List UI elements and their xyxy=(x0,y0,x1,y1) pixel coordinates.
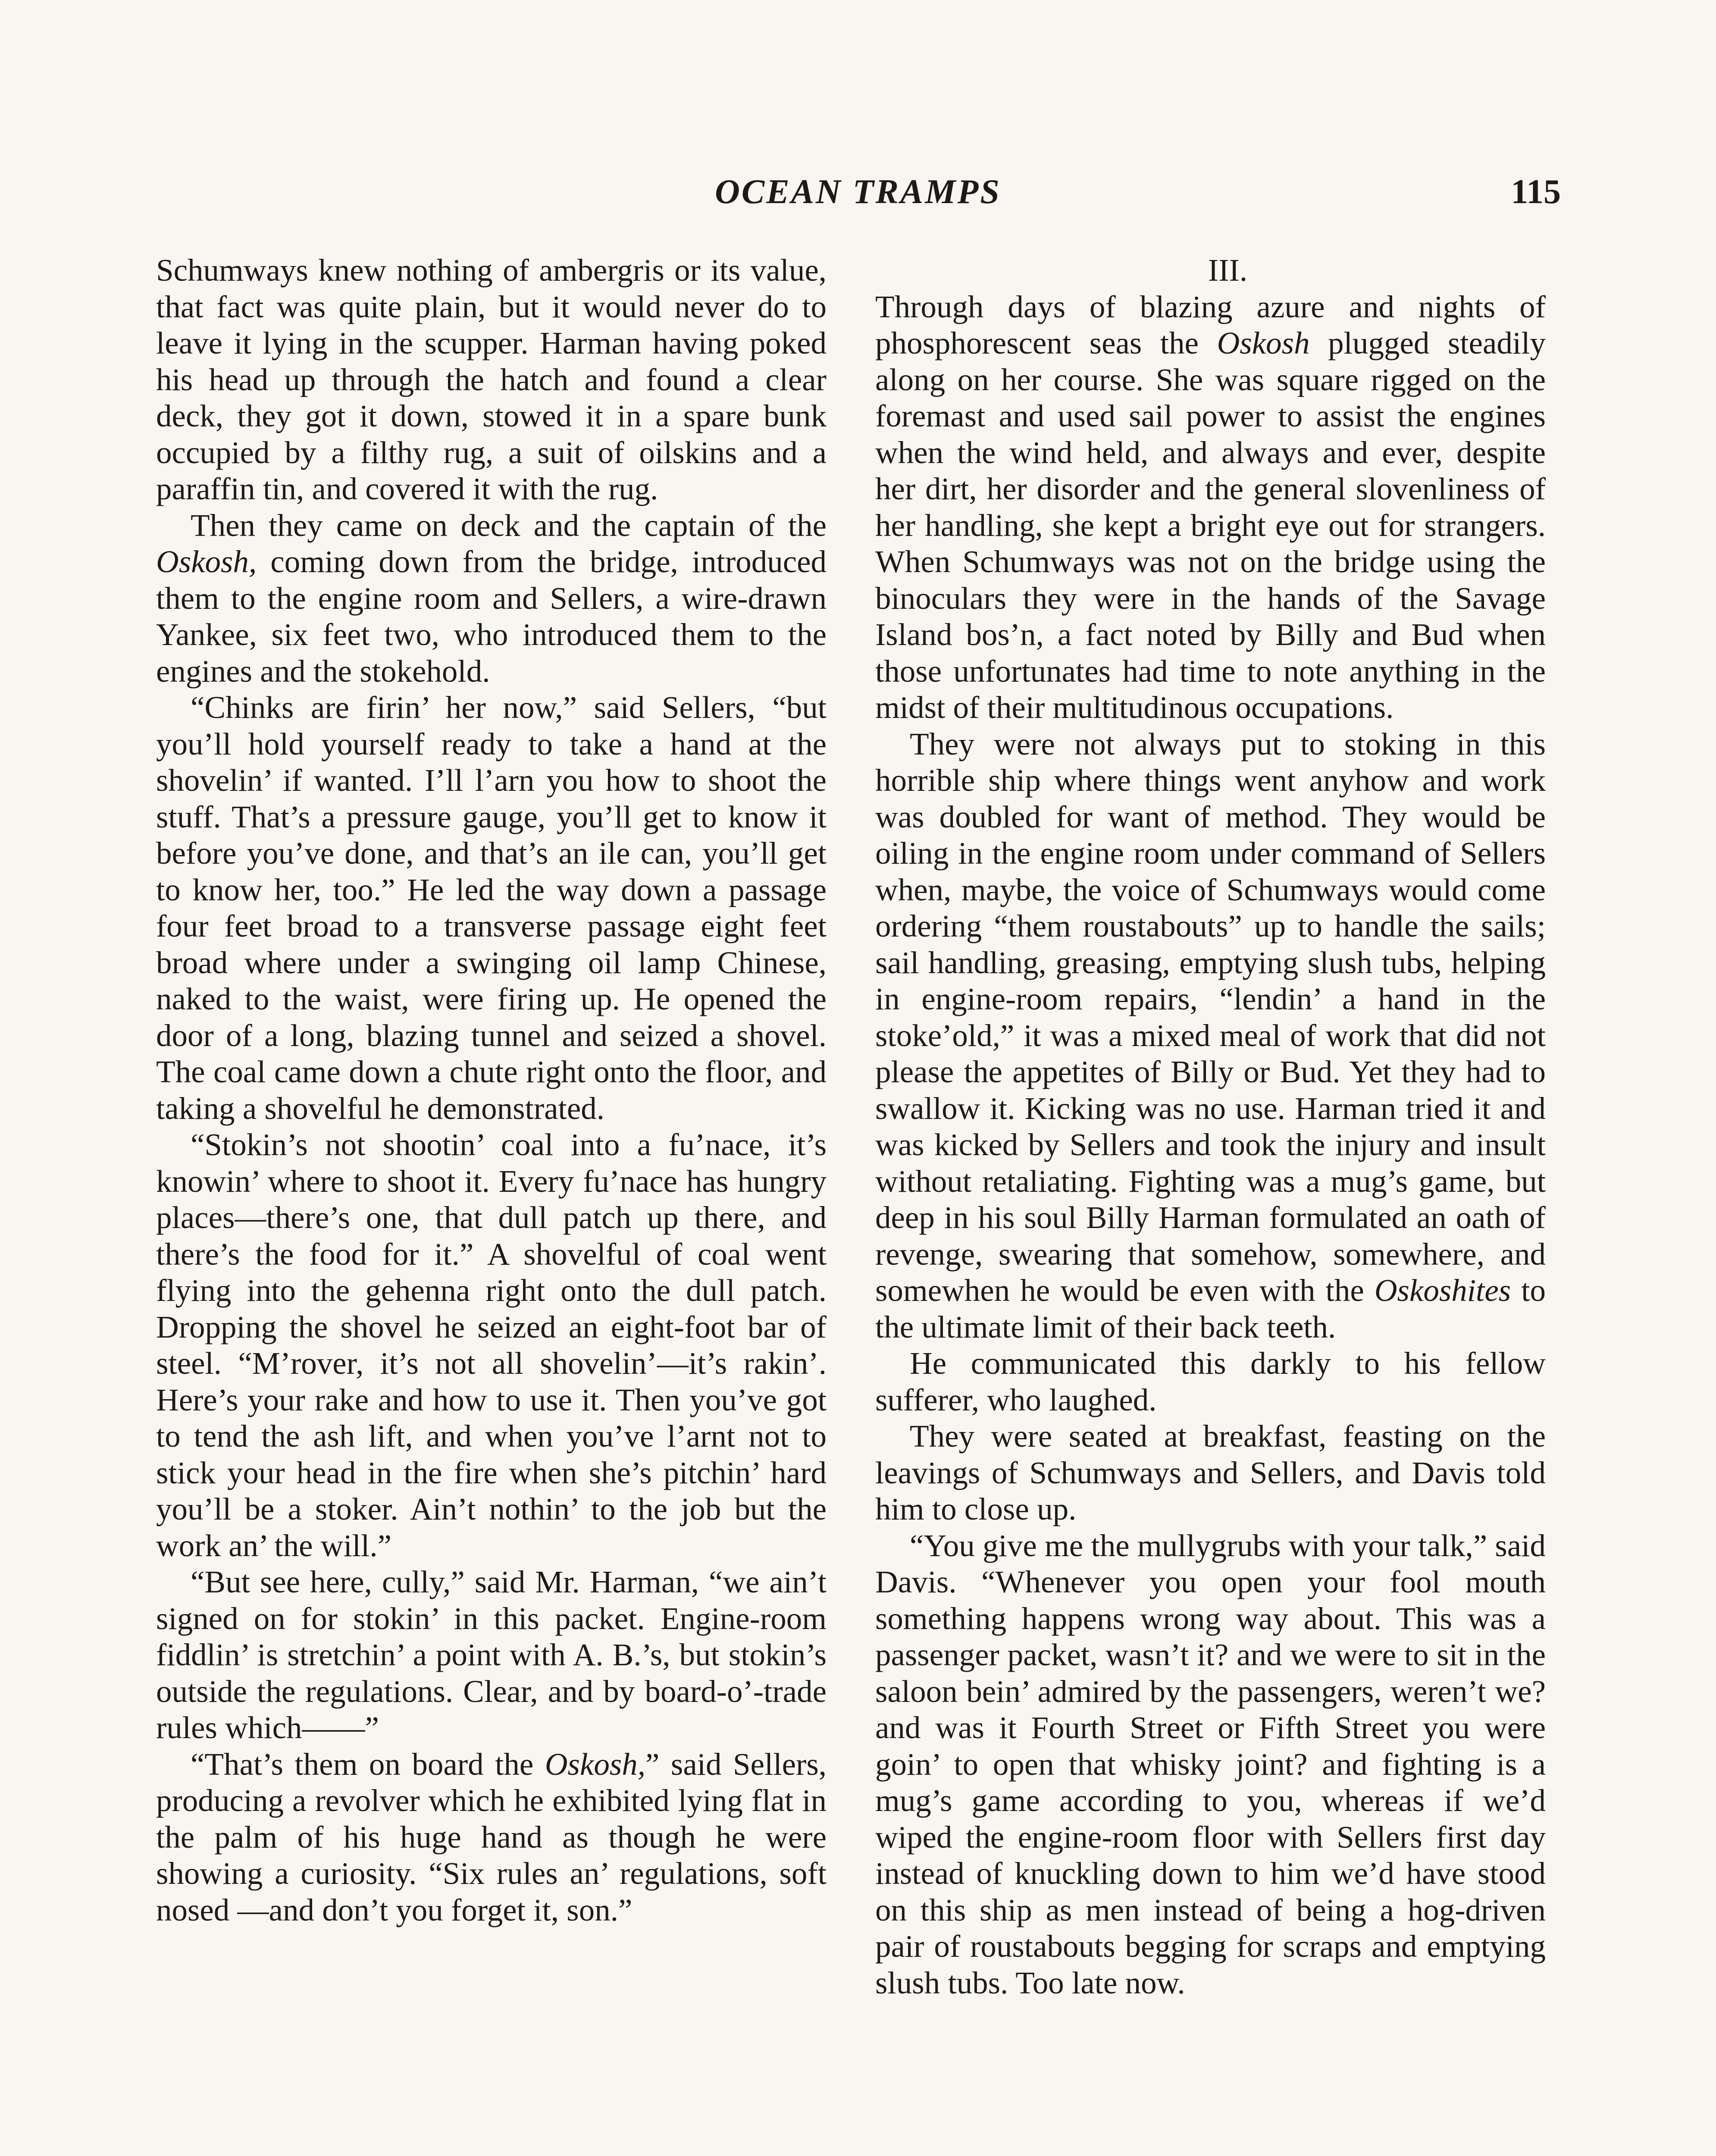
paragraph: He communicated this darkly to his fellow sufferer, who laughed. xyxy=(875,1346,1546,1417)
left-column xyxy=(156,252,827,1928)
paragraph: “That’s them on board the Oskosh,” said Sellers, producing a revolver which he exhibited lying flat in the palm of his huge hand as though he were showing a curiosity. “Six rules an’ regulations, soft nosed —and don’t you forget it, son.” xyxy=(156,1746,827,1927)
paragraph: “Chinks are firin’ her now,” said Sellers, “but you’ll hold yourself ready to take a hand at the shovelin’ if wanted. I’ll l’arn you how to shoot the stuff. That’s a pressure gauge, you’ll get to know it before you’ve done, and that’s an ile can, you’ll get to know her, too.” He led the way down a passage four feet broad to a transverse passage eight feet broad where under a swinging oil lamp Chinese, naked to the waist, were firing up. He opened the door of a long, blazing tunnel and seized a shovel. The coal came down a chute right onto the floor, and taking a shovelful he demonstrated. xyxy=(156,690,827,1126)
paragraph: They were not always put to stoking in this horrible ship where things went anyhow and work was doubled for want of method. They would be oiling in the engine room under command of Sellers when, maybe, the voice of Schumways would come ordering “them roustabouts” up to handle the sails; sail handling, greasing, emptying slush tubs, helping in engine-room repairs, “lendin’ a hand in the stoke’old,” it was a mixed meal of work that did not please the appetites of Billy or Bud. Yet they had to swallow it. Kicking was no use. Harman tried it and was kicked by Sellers and took the injury and insult without retaliating. Fighting was a mug’s game, but deep in his soul Billy Harman formulated an oath of revenge, swearing that somehow, somewhere, and somewhen he would be even with the Oskoshites to the ultimate limit of their back teeth. xyxy=(875,726,1546,1344)
paragraph: “Stokin’s not shootin’ coal into a fu’nace, it’s knowin’ where to shoot it. Every fu’nace has hungry places—there’s one, that dull patch up there, and there’s the food for it.” A shovelful of coal went flying into the gehenna right onto the dull patch. Dropping the shovel he seized an eight-foot bar of steel. “M’rover, it’s not all shovelin’—it’s rakin’. Here’s your rake and how to use it. Then you’ve got to tend the ash lift, and when you’ve l’arnt not to stick your head in the fire when she’s pitchin’ hard you’ll be a stoker. Ain’t nothin’ to the job but the work an’ the will.” xyxy=(156,1127,827,1563)
running-header xyxy=(155,172,1561,224)
paragraph: Then they came on deck and the captain of the Oskosh, coming down from the bridge, introduced them to the engine room and Sellers, a wire-drawn Yankee, six feet two, who introduced them to the engines and the stokehold. xyxy=(156,508,827,689)
section-heading: III. xyxy=(1208,253,1248,288)
right-column xyxy=(875,252,1546,2001)
page-number: 115 xyxy=(1511,173,1561,211)
paragraph: They were seated at breakfast, feasting on the leavings of Schumways and Sellers, and Davis told him to close up. xyxy=(875,1419,1546,1526)
paragraph: Schumways knew nothing of ambergris or its value, that fact was quite plain, but it would never do to leave it lying in the scupper. Harman having poked his head up through the hatch and found a clear deck, they got it down, stowed it in a spare bunk occupied by a filthy rug, a suit of oilskins and a paraffin tin, and covered it with the rug. xyxy=(156,253,827,506)
paragraph: “You give me the mullygrubs with your talk,” said Davis. “Whenever you open your fool mouth something happens wrong way about. This was a passenger packet, wasn’t it? and we were to sit in the saloon bein’ admired by the passengers, weren’t we? and was it Fourth Street or Fifth Street you were goin’ to open that whisky joint? and fighting is a mug’s game according to you, whereas if we’d wiped the engine-room floor with Sellers first day instead of knuckling down to him we’d have stood on this ship as men instead of being a hog-driven pair of roustabouts begging for scraps and emptying slush tubs. Too late now. xyxy=(875,1528,1546,2000)
paragraph: “But see here, cully,” said Mr. Harman, “we ain’t signed on for stokin’ in this packet. Engine-room fiddlin’ is stretchin’ a point with A. B.’s, but stokin’s outside the regulations. Clear, and by board-o’-trade rules which——” xyxy=(156,1564,827,1745)
running-title: OCEAN TRAMPS xyxy=(715,173,1001,211)
paragraph: Through days of blazing azure and nights of phosphorescent seas the Oskosh plugged steadily along on her course. She was square rigged on the foremast and used sail power to assist the engines when the wind held, and always and ever, despite her dirt, her disorder and the general slovenliness of her handling, she kept a bright eye out for strangers. When Schumways was not on the bridge using the binoculars they were in the hands of the Savage Island bos’n, a fact noted by Billy and Bud when those unfortunates had time to note anything in the midst of their multitudinous occupations. xyxy=(875,289,1546,725)
